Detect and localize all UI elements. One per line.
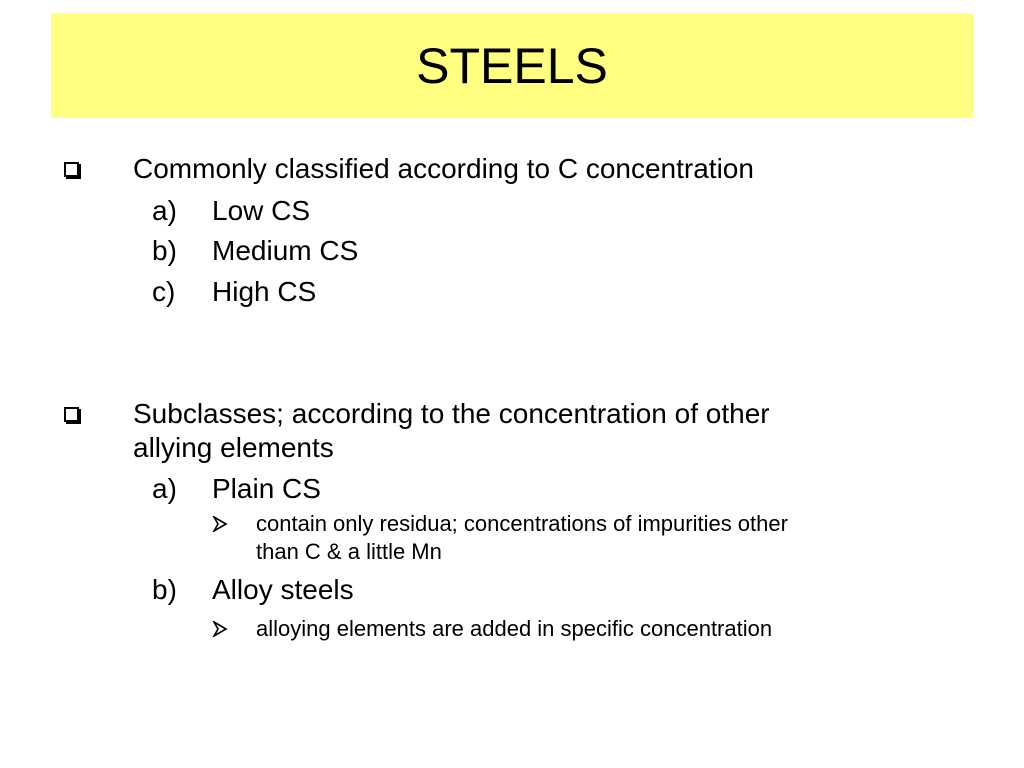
list-item: Low CS <box>212 195 311 226</box>
sub-bullet-text-continued: than C & a little Mn <box>256 539 442 564</box>
arrow-bullet-icon <box>212 621 228 637</box>
list-item: Medium CS <box>212 235 359 266</box>
checkbox-bullet-icon <box>64 162 79 177</box>
title-banner <box>51 13 973 118</box>
list-marker: a) <box>152 473 177 504</box>
list-marker: c) <box>152 276 176 307</box>
sub-bullet-text: alloying elements are added in specific concentration <box>256 616 773 641</box>
list-marker: b) <box>152 235 177 266</box>
list-item: Plain CS <box>212 473 321 504</box>
list-item: Alloy steels <box>212 574 354 605</box>
list-item: High CS <box>212 276 317 307</box>
bullet-text-continued: allying elements <box>133 432 334 463</box>
checkbox-bullet-icon <box>64 407 79 422</box>
slide-title: STEELS <box>416 37 608 94</box>
list-marker: a) <box>152 195 177 226</box>
arrow-bullet-icon <box>212 516 228 532</box>
bullet-text: Commonly classified according to C concentration <box>133 153 754 184</box>
sub-bullet-text: contain only residua; concentrations of impurities other <box>256 511 788 536</box>
list-marker: b) <box>152 574 177 605</box>
bullet-text: Subclasses; according to the concentration of other <box>133 398 770 429</box>
